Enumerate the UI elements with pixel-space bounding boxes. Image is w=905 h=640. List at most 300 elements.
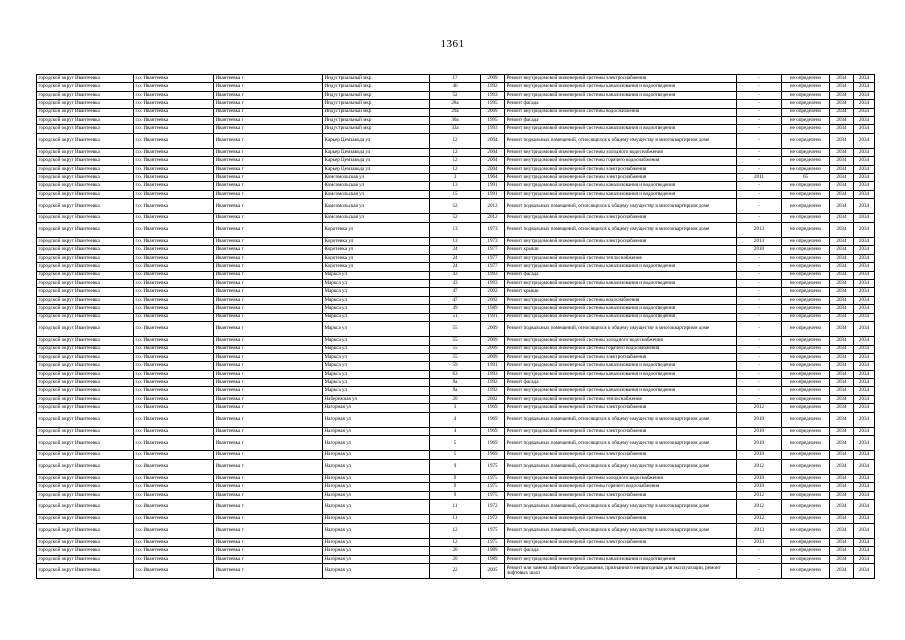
cell-house: 11 [430, 515, 481, 523]
table-row [37, 387, 875, 395]
table-row [37, 125, 875, 133]
cell-house: 49 [430, 305, 481, 313]
cell-street: Нагорная ул [323, 436, 430, 451]
cell-start: 2034 [830, 451, 854, 459]
cell-end: 2034 [854, 148, 875, 156]
cell-locality: Ивантеевка г [214, 296, 323, 304]
cell-locality: Ивантеевка г [214, 547, 323, 555]
cell-end: 2034 [854, 515, 875, 523]
cell-last-year: 2010 [737, 451, 782, 459]
cell-year: 2012 [481, 199, 505, 214]
cell-end: 2034 [854, 182, 875, 190]
cell-work: Ремонт крыши [505, 288, 737, 296]
cell-district: городской округ Ивантеевка [37, 538, 134, 546]
cell-year: 1975 [481, 483, 505, 491]
cell-last-year: - [737, 279, 782, 287]
cell-year: 1969 [481, 404, 505, 412]
table-row [37, 362, 875, 370]
cell-deadline: не определено [782, 271, 830, 279]
cell-street: Нагорная ул [323, 564, 430, 579]
cell-end: 2034 [854, 116, 875, 124]
table-row [37, 564, 875, 579]
cell-year: 1969 [481, 427, 505, 435]
cell-house: 9 [430, 474, 481, 482]
table-row [37, 459, 875, 474]
cell-district: городской округ Ивантеевка [37, 370, 134, 378]
cell-street: Нагорная ул [323, 483, 430, 491]
cell-deadline: не определено [782, 75, 830, 83]
cell-street: Нагорная ул [323, 500, 430, 515]
cell-year: 2005 [481, 564, 505, 579]
cell-street: Маркса ул [323, 313, 430, 321]
cell-start: 2034 [830, 254, 854, 262]
cell-house: 13 [430, 222, 481, 237]
cell-deadline: не определено [782, 387, 830, 395]
cell-street: Маркса ул [323, 321, 430, 336]
cell-locality: Ивантеевка г [214, 564, 323, 579]
cell-year: 2002 [481, 395, 505, 403]
cell-locality: Ивантеевка г [214, 182, 323, 190]
cell-deadline: не определено [782, 337, 830, 345]
cell-deadline: не определено [782, 547, 830, 555]
cell-work: Ремонт внутридомовой инженерной системы горячего водоснабжения [505, 345, 737, 353]
cell-district: городской округ Ивантеевка [37, 353, 134, 361]
cell-deadline: не определено [782, 491, 830, 499]
cell-start: 2034 [830, 370, 854, 378]
cell-locality: Ивантеевка г [214, 263, 323, 271]
cell-locality: Ивантеевка г [214, 370, 323, 378]
cell-last-year: 2012 [737, 491, 782, 499]
cell-start: 2034 [830, 157, 854, 165]
table-row [37, 451, 875, 459]
cell-start: 2034 [830, 100, 854, 108]
cell-end: 2034 [854, 174, 875, 182]
cell-street: Индустриальный мкр [323, 75, 430, 83]
cell-start: 2034 [830, 238, 854, 246]
cell-locality: Ивантеевка г [214, 157, 323, 165]
table-row [37, 547, 875, 555]
cell-district: городской округ Ивантеевка [37, 246, 134, 254]
cell-end: 2034 [854, 100, 875, 108]
cell-house: 24 [430, 246, 481, 254]
cell-year: 2004 [481, 165, 505, 173]
cell-house: 51 [430, 313, 481, 321]
cell-street: Нагорная ул [323, 491, 430, 499]
cell-last-year: - [737, 190, 782, 198]
cell-work: Ремонт внутридомовой инженерной системы канализования и водоотведения [505, 91, 737, 99]
table-row [37, 313, 875, 321]
cell-work: Ремонт внутридомовой инженерной системы канализования и водоотведения [505, 83, 737, 91]
table-row [37, 91, 875, 99]
cell-house: 20 [430, 547, 481, 555]
cell-end: 2034 [854, 370, 875, 378]
cell-deadline: не определено [782, 412, 830, 427]
cell-year: 1969 [481, 451, 505, 459]
cell-deadline: не определено [782, 108, 830, 116]
cell-house: 47 [430, 288, 481, 296]
cell-end: 2034 [854, 288, 875, 296]
cell-year: 1977 [481, 246, 505, 254]
cell-year: 1993 [481, 370, 505, 378]
cell-year: 1989 [481, 555, 505, 563]
cell-last-year: - [737, 157, 782, 165]
cell-street: Карьер Цемзавода ул [323, 157, 430, 165]
cell-work: Ремонт подвальных помещений, относящихся к общему имуществу в многоквартирном доме [505, 199, 737, 214]
cell-start: 2034 [830, 515, 854, 523]
cell-settlement-type: г.о. Ивантеевка [134, 75, 214, 83]
cell-settlement-type: г.о. Ивантеевка [134, 100, 214, 108]
cell-last-year: 2010 [737, 474, 782, 482]
cell-work: Ремонт внутридомовой инженерной системы электроснабжения [505, 451, 737, 459]
table-row [37, 337, 875, 345]
cell-start: 2034 [830, 91, 854, 99]
cell-house: 9 [430, 491, 481, 499]
cell-district: городской округ Ивантеевка [37, 387, 134, 395]
cell-end: 2034 [854, 387, 875, 395]
cell-year: 1973 [481, 238, 505, 246]
cell-settlement-type: г.о. Ивантеевка [134, 379, 214, 387]
cell-year: 1973 [481, 222, 505, 237]
cell-year: 1975 [481, 474, 505, 482]
cell-end: 2034 [854, 538, 875, 546]
cell-settlement-type: г.о. Ивантеевка [134, 288, 214, 296]
cell-deadline: не определено [782, 305, 830, 313]
cell-last-year: - [737, 254, 782, 262]
cell-settlement-type: г.о. Ивантеевка [134, 125, 214, 133]
cell-district: городской округ Ивантеевка [37, 279, 134, 287]
cell-work: Ремонт фасада [505, 100, 737, 108]
cell-deadline: не определено [782, 459, 830, 474]
table-row [37, 75, 875, 83]
cell-end: 2034 [854, 75, 875, 83]
cell-work: Ремонт внутридомовой инженерной системы теплоснабжения [505, 254, 737, 262]
cell-house: 55 [430, 345, 481, 353]
cell-work: Ремонт внутридомовой инженерной системы канализования и водоотведения [505, 190, 737, 198]
cell-start: 2034 [830, 379, 854, 387]
cell-locality: Ивантеевка г [214, 321, 323, 336]
table-row [37, 345, 875, 353]
cell-year: 1992 [481, 379, 505, 387]
cell-district: городской округ Ивантеевка [37, 313, 134, 321]
cell-street: Карьер Цемзавода ул [323, 165, 430, 173]
table-row [37, 214, 875, 222]
cell-work: Ремонт внутридомовой инженерной системы канализования и водоотведения [505, 279, 737, 287]
cell-deadline: не определено [782, 313, 830, 321]
cell-locality: Ивантеевка г [214, 387, 323, 395]
cell-last-year: 2012 [737, 404, 782, 412]
cell-year: 1991 [481, 190, 505, 198]
cell-work: Ремонт внутридомовой инженерной системы электроснабжения [505, 427, 737, 435]
cell-locality: Ивантеевка г [214, 555, 323, 563]
cell-last-year: - [737, 108, 782, 116]
cell-end: 2034 [854, 337, 875, 345]
cell-work: Ремонт или замена лифтового оборудования, признанного непригодным для эксплуатации, ремонт лифтовых шахт [505, 564, 737, 579]
cell-start: 2034 [830, 246, 854, 254]
cell-work: Ремонт фасада [505, 379, 737, 387]
cell-street: Маркса ул [323, 337, 430, 345]
cell-district: городской округ Ивантеевка [37, 345, 134, 353]
cell-start: 2034 [830, 427, 854, 435]
cell-work: Ремонт подвальных помещений, относящихся к общему имуществу в многоквартирном доме [505, 459, 737, 474]
cell-house: 33а [430, 125, 481, 133]
cell-last-year: - [737, 214, 782, 222]
cell-locality: Ивантеевка г [214, 313, 323, 321]
cell-start: 2034 [830, 404, 854, 412]
cell-last-year: - [737, 296, 782, 304]
cell-locality: Ивантеевка г [214, 362, 323, 370]
cell-district: городской округ Ивантеевка [37, 491, 134, 499]
cell-start: 2034 [830, 387, 854, 395]
cell-work: Ремонт внутридомовой инженерной системы канализования и водоотведения [505, 263, 737, 271]
table-row [37, 305, 875, 313]
cell-settlement-type: г.о. Ивантеевка [134, 271, 214, 279]
cell-deadline: не определено [782, 157, 830, 165]
cell-last-year: - [737, 288, 782, 296]
table-row [37, 474, 875, 482]
table-row [37, 254, 875, 262]
cell-street: Маркса ул [323, 296, 430, 304]
cell-deadline: не определено [782, 538, 830, 546]
cell-locality: Ивантеевка г [214, 474, 323, 482]
cell-deadline: не определено [782, 91, 830, 99]
cell-house: 3 [430, 174, 481, 182]
cell-settlement-type: г.о. Ивантеевка [134, 483, 214, 491]
cell-year: 1991 [481, 313, 505, 321]
cell-district: городской округ Ивантеевка [37, 395, 134, 403]
cell-year: 1972 [481, 515, 505, 523]
cell-deadline: не определено [782, 321, 830, 336]
cell-house: 55 [430, 337, 481, 345]
cell-settlement-type: г.о. Ивантеевка [134, 387, 214, 395]
cell-house: 12 [430, 148, 481, 156]
cell-house: 28а [430, 100, 481, 108]
cell-deadline: не определено [782, 100, 830, 108]
cell-start: 2034 [830, 199, 854, 214]
cell-house: 5 [430, 451, 481, 459]
cell-street: Нагорная ул [323, 451, 430, 459]
cell-house: 9 [430, 483, 481, 491]
table-row [37, 174, 875, 182]
cell-year: 1977 [481, 254, 505, 262]
cell-locality: Ивантеевка г [214, 148, 323, 156]
cell-district: городской округ Ивантеевка [37, 547, 134, 555]
cell-year: 2009 [481, 108, 505, 116]
cell-last-year: 2010 [737, 436, 782, 451]
cell-street: Индустриальный мкр [323, 91, 430, 99]
cell-locality: Ивантеевка г [214, 254, 323, 262]
cell-end: 2034 [854, 395, 875, 403]
cell-end: 2034 [854, 474, 875, 482]
cell-settlement-type: г.о. Ивантеевка [134, 370, 214, 378]
cell-last-year: - [737, 271, 782, 279]
cell-locality: Ивантеевка г [214, 174, 323, 182]
cell-work: Ремонт внутридомовой инженерной системы электроснабжения [505, 404, 737, 412]
cell-work: Ремонт внутридомовой инженерной системы водоснабжения [505, 108, 737, 116]
cell-start: 2034 [830, 75, 854, 83]
cell-street: Маркса ул [323, 271, 430, 279]
cell-year: 2009 [481, 337, 505, 345]
cell-locality: Ивантеевка г [214, 100, 323, 108]
cell-settlement-type: г.о. Ивантеевка [134, 108, 214, 116]
cell-locality: Ивантеевка г [214, 75, 323, 83]
cell-settlement-type: г.о. Ивантеевка [134, 238, 214, 246]
cell-end: 2034 [854, 451, 875, 459]
cell-year: 2009 [481, 345, 505, 353]
table-row [37, 483, 875, 491]
table-row [37, 238, 875, 246]
cell-district: городской округ Ивантеевка [37, 157, 134, 165]
cell-district: городской округ Ивантеевка [37, 100, 134, 108]
cell-locality: Ивантеевка г [214, 412, 323, 427]
cell-deadline: не определено [782, 345, 830, 353]
cell-deadline: не определено [782, 362, 830, 370]
cell-locality: Ивантеевка г [214, 491, 323, 499]
cell-end: 2034 [854, 271, 875, 279]
cell-deadline: не определено [782, 500, 830, 515]
cell-street: Маркса ул [323, 370, 430, 378]
cell-house: 12 [430, 133, 481, 148]
cell-deadline: не определено [782, 83, 830, 91]
cell-start: 2034 [830, 555, 854, 563]
cell-deadline: не определено [782, 436, 830, 451]
cell-work: Ремонт внутридомовой инженерной системы электроснабжения [505, 174, 737, 182]
cell-last-year: - [737, 91, 782, 99]
table-row [37, 515, 875, 523]
cell-locality: Ивантеевка г [214, 125, 323, 133]
cell-start: 2034 [830, 337, 854, 345]
table-row [37, 370, 875, 378]
cell-street: Карьер Цемзавода ул [323, 148, 430, 156]
table-row [37, 271, 875, 279]
cell-start: 2034 [830, 165, 854, 173]
cell-street: Маркса ул [323, 387, 430, 395]
cell-work: Ремонт внутридомовой инженерной системы горячего водоснабжения [505, 157, 737, 165]
cell-house: 20 [430, 395, 481, 403]
cell-house: 17 [430, 75, 481, 83]
cell-start: 2034 [830, 222, 854, 237]
table-row [37, 222, 875, 237]
cell-start: 2034 [830, 474, 854, 482]
cell-locality: Ивантеевка г [214, 279, 323, 287]
cell-work: Ремонт внутридомовой инженерной системы холодного водоснабжения [505, 474, 737, 482]
cell-start: 2034 [830, 182, 854, 190]
cell-last-year: 2012 [737, 515, 782, 523]
cell-work: Ремонт внутридомовой инженерной системы электроснабжения [505, 238, 737, 246]
cell-district: городской округ Ивантеевка [37, 483, 134, 491]
cell-last-year: - [737, 370, 782, 378]
cell-district: городской округ Ивантеевка [37, 404, 134, 412]
table-row [37, 500, 875, 515]
cell-last-year: - [737, 83, 782, 91]
cell-start: 2034 [830, 395, 854, 403]
cell-house: 15 [430, 190, 481, 198]
cell-street: Коротенка ул [323, 254, 430, 262]
cell-settlement-type: г.о. Ивантеевка [134, 190, 214, 198]
table-row [37, 133, 875, 148]
table-row [37, 436, 875, 451]
cell-last-year: - [737, 337, 782, 345]
cell-work: Ремонт внутридомовой инженерной системы холодного водоснабжения [505, 148, 737, 156]
cell-deadline: не определено [782, 427, 830, 435]
cell-house: 52 [430, 214, 481, 222]
cell-district: городской округ Ивантеевка [37, 321, 134, 336]
cell-work: Ремонт фасада [505, 271, 737, 279]
cell-last-year: 2010 [737, 246, 782, 254]
table-row [37, 199, 875, 214]
cell-deadline: не определено [782, 404, 830, 412]
cell-last-year: 2011 [737, 174, 782, 182]
cell-end: 2034 [854, 345, 875, 353]
cell-start: 2034 [830, 321, 854, 336]
cell-last-year: - [737, 148, 782, 156]
cell-end: 2034 [854, 436, 875, 451]
cell-last-year: 2013 [737, 538, 782, 546]
cell-settlement-type: г.о. Ивантеевка [134, 165, 214, 173]
cell-start: 2034 [830, 190, 854, 198]
cell-district: городской округ Ивантеевка [37, 116, 134, 124]
cell-house: 12 [430, 523, 481, 538]
cell-year: 1989 [481, 547, 505, 555]
cell-street: Индустриальный мкр [323, 116, 430, 124]
cell-street: Индустриальный мкр [323, 108, 430, 116]
cell-last-year: - [737, 564, 782, 579]
cell-house: 52 [430, 91, 481, 99]
cell-work: Ремонт внутридомовой инженерной системы канализования и водоотведения [505, 125, 737, 133]
cell-settlement-type: г.о. Ивантеевка [134, 404, 214, 412]
cell-locality: Ивантеевка г [214, 451, 323, 459]
cell-street: Нагорная ул [323, 412, 430, 427]
cell-deadline: не определено [782, 222, 830, 237]
cell-district: городской округ Ивантеевка [37, 125, 134, 133]
cell-district: городской округ Ивантеевка [37, 214, 134, 222]
table-row [37, 427, 875, 435]
cell-deadline: не определено [782, 483, 830, 491]
cell-district: городской округ Ивантеевка [37, 182, 134, 190]
cell-last-year: - [737, 313, 782, 321]
cell-settlement-type: г.о. Ивантеевка [134, 222, 214, 237]
cell-district: городской округ Ивантеевка [37, 271, 134, 279]
cell-last-year: - [737, 199, 782, 214]
cell-last-year: - [737, 75, 782, 83]
cell-district: городской округ Ивантеевка [37, 555, 134, 563]
cell-deadline: не определено [782, 116, 830, 124]
cell-locality: Ивантеевка г [214, 459, 323, 474]
cell-end: 2034 [854, 108, 875, 116]
cell-deadline: не определено [782, 474, 830, 482]
cell-last-year: - [737, 321, 782, 336]
cell-end: 2034 [854, 491, 875, 499]
cell-start: 2034 [830, 288, 854, 296]
table-row [37, 165, 875, 173]
cell-house: 24 [430, 263, 481, 271]
cell-start: 2034 [830, 483, 854, 491]
cell-end: 2034 [854, 313, 875, 321]
cell-work: Ремонт внутридомовой инженерной системы канализования и водоотведения [505, 313, 737, 321]
cell-deadline: не определено [782, 296, 830, 304]
cell-settlement-type: г.о. Ивантеевка [134, 116, 214, 124]
cell-year: 2009 [481, 353, 505, 361]
cell-district: городской округ Ивантеевка [37, 451, 134, 459]
cell-year: 1995 [481, 100, 505, 108]
cell-end: 2034 [854, 91, 875, 99]
cell-district: городской округ Ивантеевка [37, 427, 134, 435]
cell-last-year: 2013 [737, 222, 782, 237]
cell-end: 2034 [854, 246, 875, 254]
cell-year: 2002 [481, 296, 505, 304]
cell-settlement-type: г.о. Ивантеевка [134, 395, 214, 403]
cell-last-year: - [737, 353, 782, 361]
cell-year: 1975 [481, 523, 505, 538]
